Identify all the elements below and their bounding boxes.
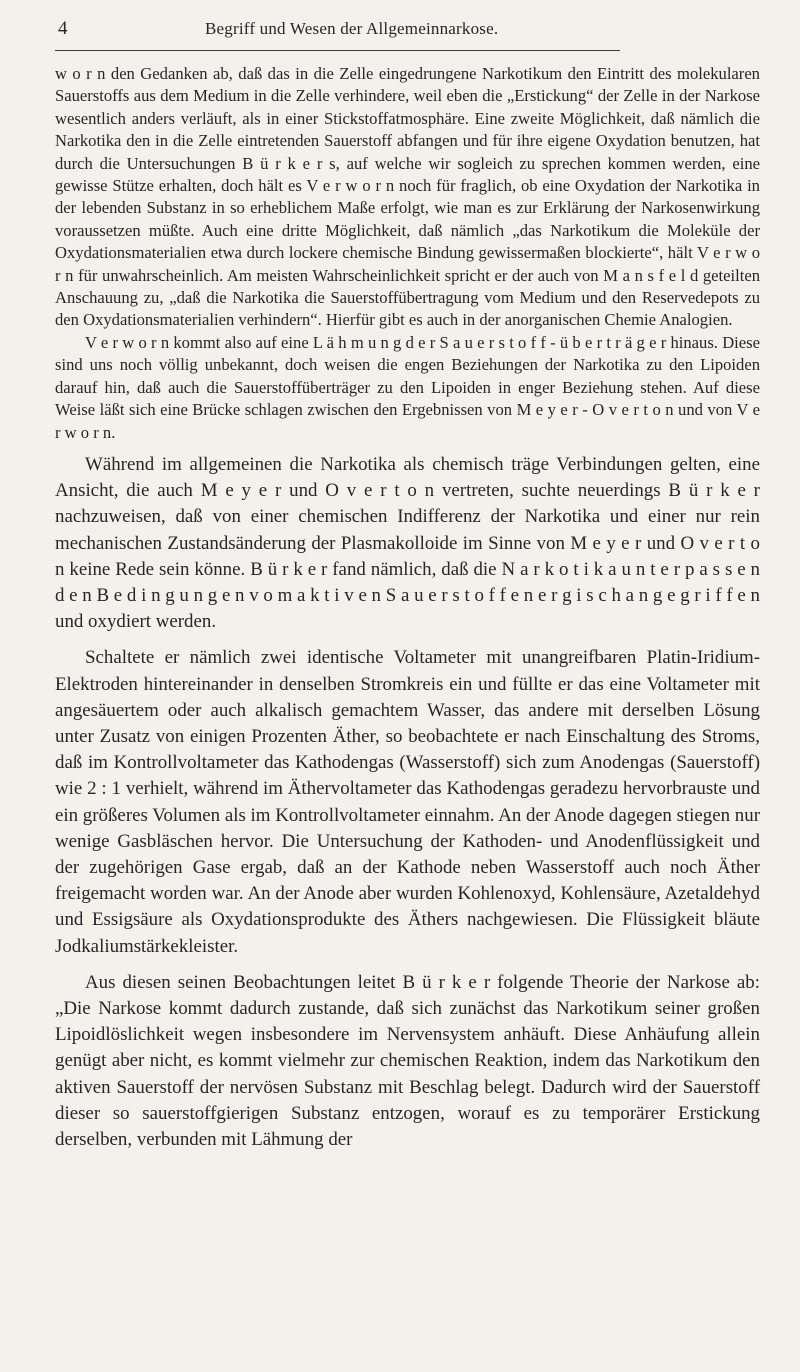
text-run: den Gedanken ab, daß das in die Zelle eingedrungene Narkotikum den Eintritt des molekularen Sauerstoffs aus dem Medium in die Zelle verhindere, weil eben die „Erstickung“ der Zelle in der Narkose wesentlich anders verläuft, als in einer Stickstoffatmosphäre. Eine zweite Möglichkeit, daß nämlich die Narkotika den in die Zelle eintretenden Sauerstoff abfangen und für ihre eigene Oxydation benutzen, hat durch die Untersuchungen	[55, 64, 760, 173]
small-print-section	[55, 63, 760, 444]
spaced-emphasis: M e y e r	[200, 480, 282, 502]
spaced-emphasis: w o r n	[55, 64, 106, 83]
spaced-emphasis: B ü r k e r s	[242, 153, 336, 173]
paragraph	[55, 645, 760, 959]
header-title: Begriff und Wesen der Allgemeinnarkose.	[205, 19, 499, 38]
spaced-emphasis: V e r w o r n	[85, 332, 170, 352]
page-number: 4	[58, 18, 68, 39]
text-run: und von	[673, 400, 737, 420]
text-run: für unwahrscheinlich. Am meisten Wahrscheinlichkeit spricht er der auch von	[73, 265, 604, 285]
text-run: Schaltete er nämlich zwei identische Voltameter mit unangreifbaren Platin-Iridium-Elektroden hintereinander in denselben Stromkreis ein und füllte er das eine Voltameter mit angesäuertem oder auch alkalisch gemachtem Wasser, das andere mit derselben Lösung unter Zusatz von einigen Prozenten Äther, so beobachtete er nach Einschaltung des Stroms, daß im Kontrollvoltameter das Kathodengas (Wasserstoff) sich zum Anodengas (Sauerstoff) wie 2 : 1 verhielt, während im Äthervoltameter das Kathodengas geradezu hervorbrauste und ein größeres Volumen als im Kontrollvoltameter einnahm. An der Anode dagegen stiegen nur wenige Gasbläschen hervor. Die Untersuchung der Kathoden- und Anodenflüssigkeit und der zugehörigen Gase ergab, daß an der Kathode neben Wasserstoff auch noch Äther freigemacht worden war. An der Anode aber wurden Kohlenoxyd, Kohlensäure, Azetaldehyd und Essigsäure als Oxydationsprodukte des Äthers nachgewiesen. Die Flüssigkeit bläute Jodkaliumstärkekleister.	[55, 647, 760, 957]
text-run: noch für fraglich, ob eine Oxydation der Narkotika in der lebenden Substanz in so erheblichem Maße erfolgt, wie man es zur Erklärung der Narkosenwirkung voraussetzen müßte. Auch eine dritte Möglichkeit, daß nämlich „das Narkotikum die Moleküle der Oxydationsmaterialien etwa durch lockere chemische Bindung gewissermaßen blockierte“, hält	[55, 176, 760, 263]
spaced-emphasis: M e y e r - O v e r t o n	[516, 400, 674, 420]
text-run: , auf welche wir sogleich zu sprechen kommen werden, eine gewisse Stütze erhalten, doch hält es	[55, 153, 760, 196]
paragraph	[55, 332, 760, 444]
text-run: vertreten, suchte neuerdings	[434, 480, 669, 502]
text-run: nachzuweisen, daß von einer chemischen Indifferenz der Narkotika und einer nur rein mechanischen Zustandsänderung der Plasmakolloide im Sinne von	[55, 506, 760, 554]
paragraph	[55, 452, 760, 635]
text-run: Aus diesen seinen Beobachtungen leitet	[85, 971, 403, 993]
running-header	[55, 16, 620, 51]
text-run: und	[641, 532, 681, 554]
main-print-section	[55, 452, 760, 1153]
text-run: .	[111, 422, 116, 442]
text-run: und oxydiert werden.	[55, 611, 217, 633]
spaced-emphasis: L ä h m u n g d e r S a u e r s t o f f - ü b e r t r ä g e r	[312, 332, 667, 352]
spaced-emphasis: V e r w o r n	[306, 176, 395, 196]
paragraph	[55, 63, 760, 332]
spaced-emphasis: M a n s f e l d	[603, 265, 699, 285]
spaced-emphasis: B ü r k e r	[250, 558, 328, 580]
spaced-emphasis: M e y e r	[570, 532, 642, 554]
spaced-emphasis: N a r k o t i k a u n t e r p a s s e n d e n B e d i n g u n g e n v o m a k t i v e n S a u e r s t o f f e n e r g i s c h a n g e g r i f f e n	[55, 558, 760, 606]
paragraph	[55, 970, 760, 1153]
spaced-emphasis: O v e r t o n	[325, 480, 435, 502]
spaced-emphasis: O v e r t o n	[55, 532, 760, 580]
text-run: kommt also auf eine	[169, 332, 313, 352]
body-text	[55, 63, 760, 1153]
text-run: keine Rede sein könne.	[64, 558, 251, 580]
text-run: Während im allgemeinen die Narkotika als chemisch träge Verbindungen gelten, eine Ansicht, die auch	[55, 453, 760, 502]
text-run: hinaus. Diese sind uns noch völlig unbekannt, doch weisen die engen Beziehungen der Narkotika zu den Lipoiden darauf hin, daß auch die Sauerstoffüberträger zu den Lipoiden in enger Beziehung stehen. Auf diese Weise läßt sich eine Brücke schlagen zwischen den Ergebnissen von	[55, 332, 760, 420]
text-run: und	[281, 480, 326, 502]
text-run: fand nämlich, daß die	[327, 558, 502, 580]
spaced-emphasis: B ü r k e r	[402, 971, 491, 993]
spaced-emphasis: B ü r k e r	[668, 480, 760, 502]
spaced-emphasis: V e r w o r n	[55, 400, 760, 442]
text-run: geteilten Anschauung zu, „daß die Narkotika die Sauerstoffübertragung vom Medium und den Reservedepots zu den Oxydationsmaterialien verhindern“. Hierfür gibt es auch in der anorganischen Chemie Analogien.	[55, 265, 760, 330]
spaced-emphasis: V e r w o r n	[55, 243, 760, 285]
text-run: folgende Theorie der Narkose ab: „Die Narkose kommt dadurch zustande, daß sich zunächst das Narkotikum seiner großen Lipoidlöslichkeit wegen insbesondere im Nervensystem anhäuft. Diese Anhäufung allein genügt aber nicht, es kommt vielmehr zur chemischen Reaktion, indem das Narkotikum den aktiven Sauerstoff der nervösen Substanz mit Beschlag belegt. Dadurch wird der Sauerstoff dieser so sauerstoffgierigen Substanz entzogen, worauf es zu temporärer Erstickung derselben, verbunden mit Lähmung der	[55, 971, 760, 1150]
